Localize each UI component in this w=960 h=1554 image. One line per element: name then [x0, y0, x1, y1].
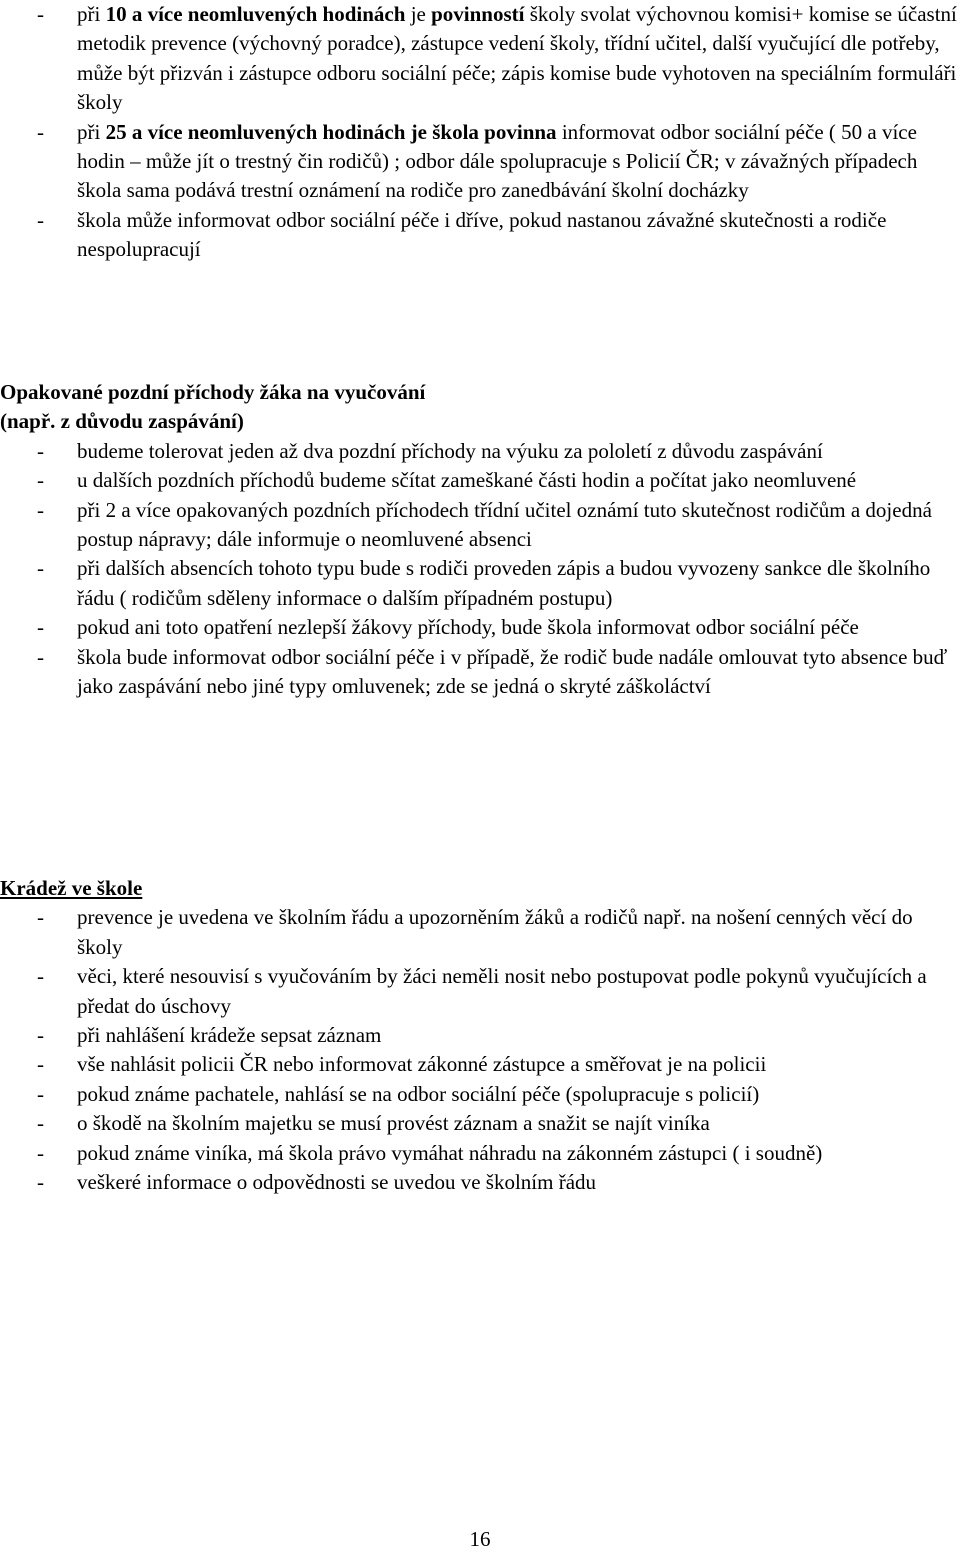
list-item: - škola bude informovat odbor sociální péče i v případě, že rodič bude nadále omlouvat tyto absence buď jako zaspávání nebo jiné typy omluvenek; zde se jedná o skryté záškoláctví	[37, 644, 948, 699]
list-dash: -	[37, 1081, 44, 1106]
list-dash: -	[37, 119, 44, 144]
list-dash: -	[37, 468, 44, 493]
list-dash: -	[37, 438, 44, 463]
theft-section	[0, 874, 960, 1197]
list-item: - u dalších pozdních příchodů budeme sčítat zameškané části hodin a počítat jako neomluvené	[0, 466, 960, 495]
list-item: - budeme tolerovat jeden až dva pozdní příchody na výuku za pololetí z důvodu zaspávání	[0, 437, 960, 466]
theft-list	[0, 903, 960, 1197]
list-item: - pokud známe pachatele, nahlásí se na odbor sociální péče (spolupracuje s policií)	[0, 1080, 960, 1109]
absence-list	[0, 0, 960, 265]
list-item: - při 25 a více neomluvených hodinách je škola povinna informovat odbor sociální péče ( 50 a více hodin – může jít o trestný čin rodičů) ; odbor dále spolupracuje s Policií ČR; v závažných případech škola sama podává trestní oznámení na rodiče pro zanedbávání školní docházky	[37, 119, 918, 203]
section-heading-late: Opakované pozdní příchody žáka na vyučování (např. z důvodu zaspávání)	[0, 380, 426, 434]
list-dash: -	[37, 2, 44, 26]
list-dash: -	[37, 1170, 44, 1195]
list-dash: -	[37, 556, 44, 581]
list-dash: -	[37, 964, 44, 989]
page-number: 16	[469, 1527, 491, 1551]
list-item: - při 2 a více opakovaných pozdních příchodech třídní učitel oznámí tuto skutečnost rodičům a dojedná postup nápravy; dále informuje o neomluvené absenci	[37, 497, 932, 552]
list-item: - při nahlášení krádeže sepsat záznam	[0, 1021, 960, 1050]
list-item: - o škodě na školním majetku se musí provést záznam a snažit se najít viníka	[0, 1109, 960, 1138]
list-item: - pokud ani toto opatření nezlepší žákovy příchody, bude škola informovat odbor sociální péče	[0, 613, 960, 642]
list-item: - pokud známe viníka, má škola právo vymáhat náhradu na zákonném zástupci ( i soudně)	[0, 1139, 960, 1168]
list-item: - prevence je uvedena ve školním řádu a upozorněním žáků a rodičů např. na nošení cenných věcí do školy	[37, 905, 913, 959]
list-item: - při dalších absencích tohoto typu bude s rodiči proveden zápis a budou vyvozeny sankce dle školního řádu ( rodičům sděleny informace o dalším případném postupu)	[37, 556, 931, 610]
list-item: - věci, které nesouvisí s vyučováním by žáci neměli nosit nebo postupovat podle pokynů vyučujících a předat do úschovy	[37, 964, 927, 1018]
list-item: - veškeré informace o odpovědnosti se uvedou ve školním řádu	[0, 1168, 960, 1197]
list-dash: -	[37, 1111, 44, 1136]
late-arrivals-list	[0, 437, 960, 702]
late-arrivals-section	[0, 378, 960, 701]
list-item: - vše nahlásit policii ČR nebo informovat zákonné zástupce a směřovat je na policii	[0, 1050, 960, 1079]
list-dash: -	[37, 207, 44, 232]
list-dash: -	[37, 1023, 44, 1048]
list-dash: -	[37, 1140, 44, 1165]
list-dash: -	[37, 497, 44, 522]
list-dash: -	[37, 644, 44, 669]
list-item: - při 10 a více neomluvených hodinách je povinností školy svolat výchovnou komisi+ komise se účastní metodik prevence (výchovný poradce), zástupce vedení školy, třídní učitel, další vyučující dle potřeby, může být přizván i zástupce odboru sociální péče; zápis komise bude vyhotoven na speciálním formuláři školy	[37, 2, 957, 115]
list-dash: -	[37, 1052, 44, 1077]
list-dash: -	[37, 905, 44, 930]
section-heading-theft: Krádež ve škole	[0, 876, 143, 900]
list-dash: -	[37, 615, 44, 640]
list-item: - škola může informovat odbor sociální péče i dříve, pokud nastanou závažné skutečnosti a rodiče nespolupracují	[37, 207, 887, 262]
